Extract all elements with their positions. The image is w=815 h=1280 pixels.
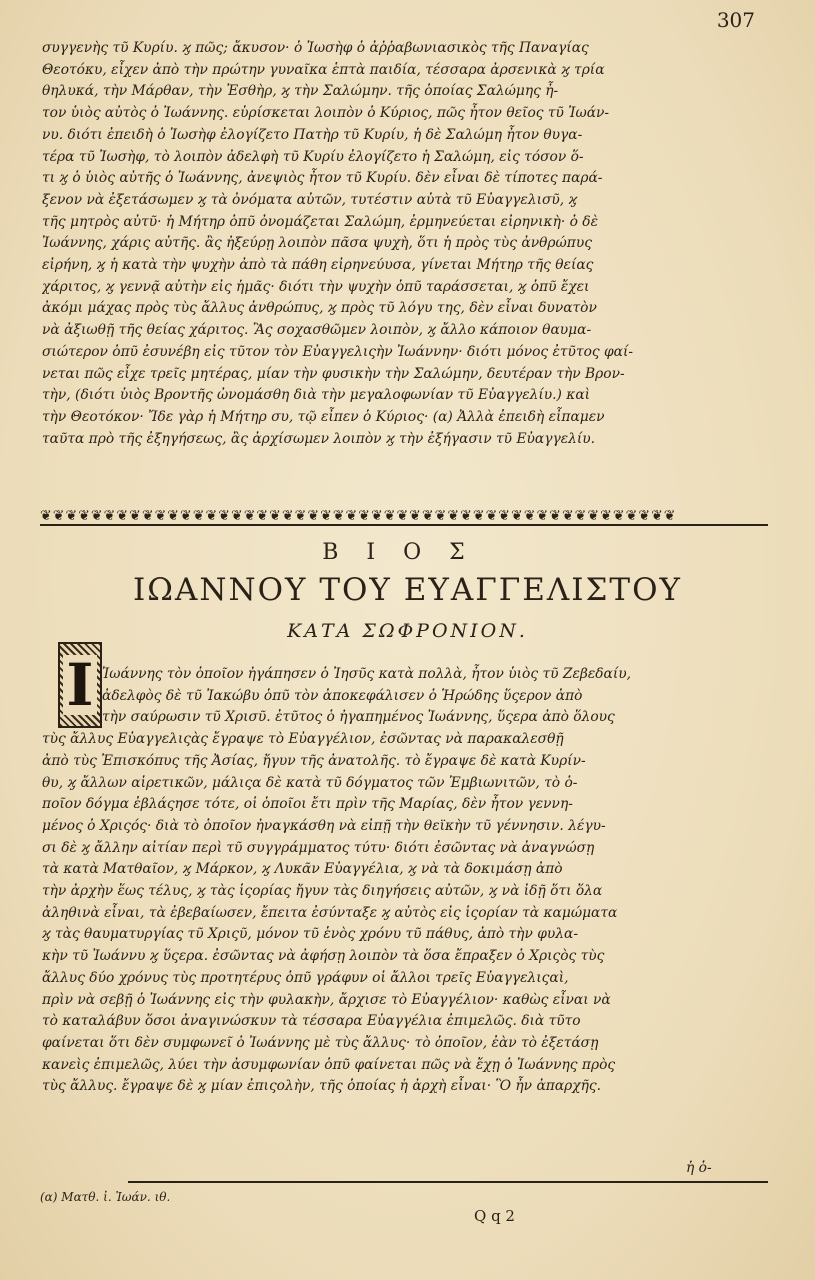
text-line: θυ, ϗ ἄλλων αἱρετικῶν, μάλιςα δὲ κατὰ τῦ δόγματος τῶν Ἐμβιωνιτῶν, τὸ ὁ- [42,774,578,791]
footnote-divider [128,1181,768,1183]
main-text-block [42,664,764,1098]
text-line: τὴν Θεοτόκον· Ἴδε γὰρ ἡ Μήτηρ συ, τῷ εἶπεν ὁ Κύριος· (α) Ἀλλὰ ἐπειδὴ εἶπαμεν [42,408,605,425]
text-line: μένος ὁ Χριςός· διὰ τὸ ὁποῖον ἠναγκάσθη νὰ εἰπῇ τὴν θεϊκὴν τῦ γέννησιν. λέγυ- [42,817,606,834]
text-line: ϗ τὰς θαυματυργίας τῦ Χριςῦ, μόνον τῦ ἑνὸς χρόνυ τῦ πάθυς, ἀπὸ τὴν φυλα- [42,926,578,943]
text-line: σιώτερον ὁπῦ ἐσυνέβη εἰς τῦτον τὸν Εὐαγγελιςὴν Ἰωάννην· διότι μόνος ἐτῦτος φαί- [42,343,634,360]
text-line: πρὶν νὰ σεβῇ ὁ Ἰωάννης εἰς τὴν φυλακὴν, ἄρχισε τὸ Εὐαγγέλιον· καθὼς εἶναι νὰ [42,991,611,1008]
footnote: (α) Ματθ. ἰ. Ἰωάν. ιθ. [40,1190,171,1204]
text-line: χάριτος, ϗ γεννᾷ αὐτὴν εἰς ἡμᾶς· διότι τὴν ψυχὴν ὁπῦ ταράσσεται, ϗ ὁπῦ ἔχει [42,278,590,295]
text-line: ἀκόμι μάχας πρὸς τὺς ἄλλυς ἀνθρώπυς, ϗ πρὸς τῦ λόγυ της, δὲν εἶναι δυνατὸν [42,300,597,317]
text-line: συγγενὴς τῦ Κυρίυ. ϗ πῶς; ἄκυσον· ὁ Ἰωσὴφ ὁ ἀῤῥαβωνιασικὸς τῆς Παναγίας [42,40,589,56]
text-line: ταῦτα πρὸ τῆς ἐξηγήσεως, ἂς ἀρχίσωμεν λοιπὸν ϗ τὴν ἐξήγασιν τῦ Εὐαγγελίυ. [42,430,596,447]
text-line: τῆς μητρὸς αὐτῦ· ἡ Μήτηρ ὁπῦ ὀνομάζεται Σαλώμη, ἑρμηνεύεται εἰρηνικὴ· ὁ δὲ [42,213,599,230]
text-line: Θεοτόκυ, εἶχεν ἀπὸ τὴν πρώτην γυναῖκα ἑπτὰ παιδία, τέσσαρα ἀρσενικὰ ϗ τρία [42,61,605,78]
text-line: τὺς ἄλλυς. ἔγραψε δὲ ϗ μίαν ἐπιςολὴν, τῆς ὁποίας ἡ ἀρχὴ εἶναι· Ὃ ἦν ἀπαρχῆς. [42,1078,601,1095]
text-line: κανεὶς ἐπιμελῶς, λύει τὴν ἀσυμφωνίαν ὁπῦ φαίνεται πῶς νὰ ἔχῃ ὁ Ἰωάννης πρὸς [42,1056,616,1073]
text-line: τὴν σαύρωσιν τῦ Χρισῦ. ἐτῦτος ὁ ἠγαπημένος Ἰωάννης, ὕςερα ἀπὸ ὅλους [102,709,615,726]
text-line: τὰ κατὰ Ματθαῖον, ϗ Μάρκον, ϗ Λυκᾶν Εὐαγγέλια, ϗ νὰ τὰ δοκιμάσῃ ἀπὸ [42,861,563,878]
signature-mark: Q q 2 [474,1207,515,1225]
text-line: ἀπὸ τὺς Ἐπισκόπυς τῆς Ἀσίας, ἤγυν τῆς ἀνατολῆς. τὸ ἔγραψε δὲ κατὰ Κυρίν- [42,752,586,769]
ornamental-divider: ❦❦❦❦❦❦❦❦❦❦❦❦❦❦❦❦❦❦❦❦❦❦❦❦❦❦❦❦❦❦❦❦❦❦❦❦❦❦❦❦❦❦❦❦❦❦❦❦❦❦ [40,505,768,527]
section-title: ΙΩΑΝΝΟΥ ΤΟΥ ΕΥΑΓΓΕΛΙΣΤΟΥ [133,572,682,608]
text-line: ποῖον δόγμα ἐβλάςησε τότε, οἱ ὁποῖοι ἔτι πρὶν τῆς Μαρίας, δὲν ἦτον γεννη- [42,796,573,813]
text-line: Ἰωάννης τὸν ὁποῖον ἠγάπησεν ὁ Ἰησῦς κατὰ πολλὰ, ἦτον ὑιὸς τῦ Ζεβεδαίυ, [102,666,632,682]
text-line: νυ. διότι ἐπειδὴ ὁ Ἰωσὴφ ἐλογίζετο Πατὴρ τῦ Κυρίυ, ἡ δὲ Σαλώμη ἦτον θυγα- [42,126,583,143]
text-line: τὴν ἀρχὴν ἕως τέλυς, ϗ τὰς ἱςορίας ἤγυν τὰς διηγήσεις αὐτῶν, ϗ νὰ ἰδῇ ὅτι ὅλα [42,883,603,900]
catchword: ἡ ὁ- [686,1160,712,1176]
text-line: ἄλλυς δύο χρόνυς τὺς προτητέρυς ὁπῦ γράφυν οἱ ἄλλοι τρεῖς Εὐαγγελιςαὶ, [42,969,569,986]
text-line: τον ὑιὸς αὐτὸς ὁ Ἰωάννης. εὑρίσκεται λοιπὸν ὁ Κύριος, πῶς ἦτον θεῖος τῦ Ἰωάν- [42,105,610,122]
text-line: ξενον νὰ ἐξετάσωμεν ϗ τὰ ὀνόματα αὐτῶν, τυτέστιν αὐτὰ τῦ Εὐαγγελισῦ, ϗ [42,191,578,208]
section-heading-bio: ΒΙΟΣ [322,540,493,565]
text-line: σι δὲ ϗ ἄλλην αἰτίαν περὶ τῦ συγγράμματος τύτυ· διότι ἐσῶντας νὰ ἀναγνώσῃ [42,839,595,856]
drop-cap-letter: Ι [63,655,96,715]
text-line: εἰρήνη, ϗ ἡ κατὰ τὴν ψυχὴν ἀπὸ τὰ πάθη εἰρηνεύυσα, γίνεται Μήτηρ τῆς θείας [42,257,594,274]
section-subtitle: ΚΑΤΑ ΣΩΦΡΟΝΙΟΝ. [287,620,528,642]
text-line: θηλυκά, τὴν Μάρθαν, τὴν Ἐσθὴρ, ϗ τὴν Σαλώμην. τῆς ὁποίας Σαλώμης ἦ- [42,83,559,100]
text-line: τὺς ἄλλυς Εὐαγγελιςὰς ἔγραψε τὸ Εὐαγγέλιον, ἐσῶντας νὰ παρακαλεσθῇ [42,731,564,748]
text-line: τέρα τῦ Ἰωσὴφ, τὸ λοιπὸν ἀδελφὴ τῦ Κυρίυ ἐλογίζετο ἡ Σαλώμη, εἰς τόσον ὅ- [42,148,584,165]
text-line: τι ϗ ὁ ὑιὸς αὐτῆς ὁ Ἰωάννης, ἀνεψιὸς ἦτον τῦ Κυρίυ. δὲν εἶναι δὲ τίποτες παρά- [42,170,603,187]
text-line: νεται πῶς εἶχε τρεῖς μητέρας, μίαν τὴν φυσικὴν τὴν Σαλώμην, δευτέραν τὴν Βρον- [42,365,625,382]
text-line: νὰ ἀξιωθῇ τῆς θείας χάριτος. Ἂς σοχασθῶμεν λοιπὸν, ϗ ἄλλο κάποιον θαυμα- [42,322,592,339]
text-line: φαίνεται ὅτι δὲν συμφωνεῖ ὁ Ἰωάννης μὲ τὺς ἄλλυς· τὸ ὁποῖον, ἐὰν τὸ ἐξετάσῃ [42,1034,599,1051]
text-line: κὴν τῦ Ἰωάννυ ϗ ὕςερα. ἐσῶντας νὰ ἀφήσῃ λοιπὸν τὰ ὅσα ἔπραξεν ὁ Χριςὸς τὺς [42,948,605,965]
top-text-block [42,38,764,450]
text-line: ἀδελφὸς δὲ τῦ Ἰακώβυ ὁπῦ τὸν ἀποκεφάλισεν ὁ Ἡρώδης ὕςερον ἀπὸ [102,687,583,704]
text-line: τὸ καταλάβυν ὅσοι ἀναγινώσκυν τὰ τέσσαρα Εὐαγγέλια ἐπιμελῶς. διὰ τῦτο [42,1013,581,1030]
text-line: τὴν, (διότι ὑιὸς Βροντῆς ὠνομάσθη διὰ τὴν μεγαλοφωνίαν τῦ Εὐαγγελίυ.) καὶ [42,387,591,404]
page-number: 307 [716,8,755,32]
text-line: ἀληθινὰ εἶναι, τὰ ἐβεβαίωσεν, ἔπειτα ἐσύνταξε ϗ αὐτὸς εἰς ἱςορίαν τὰ καμώματα [42,904,618,921]
text-line: Ἰωάννης, χάρις αὐτῆς. ἂς ἠξεύρῃ λοιπὸν πᾶσα ψυχὴ, ὅτι ἡ πρὸς τὺς ἀνθρώπυς [42,235,592,252]
